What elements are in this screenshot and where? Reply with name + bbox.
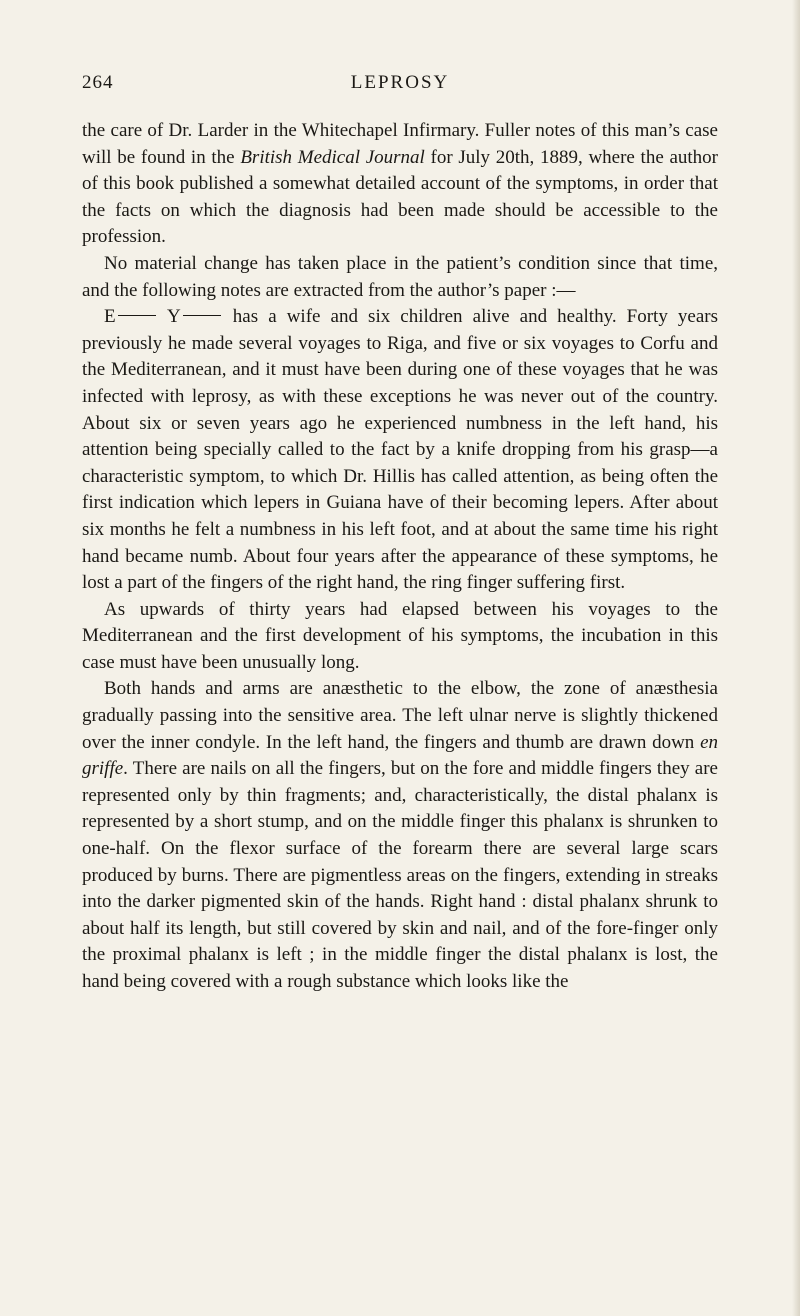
- paragraph-5-text-c: . There are nails on all the fingers, but on the fore and middle fingers they are represented only by thin fragments; and, characteristically, the distal phalanx is represented by a short stump, and on the middle finger this phalanx is shrunken to one-half. On the flexor surface of the forearm there are several large scars produced by burns. There are pigmentless areas on the fingers, extending in streaks into the darker pigmented skin of the hands. Right hand : distal phalanx shrunk to about half its length, but still covered by skin and nail, and of the fore-finger only the proximal phalanx is left ; in the middle finger the distal phalanx is lost, the hand being covered with a rough substance which looks like the: [82, 758, 718, 992]
- name-dash: [118, 315, 156, 316]
- paragraph-5-text-a: Both hands and arms are anæsthetic to the elbow, the zone of anæsthesia gradually passing into the sensitive area. The left ulnar nerve is slightly thickened over the inner condyle. In the left hand, the fingers and thumb are drawn down: [82, 678, 718, 753]
- page-header: [82, 72, 718, 102]
- paragraph-1-text-a: the care of Dr. Larder in the Whitechapel Infirmary. Fuller notes of this man’s case will be found in the: [82, 120, 718, 168]
- body-text: [82, 118, 718, 996]
- page-number: 264: [82, 72, 114, 93]
- patient-initial-y: Y: [166, 306, 181, 328]
- paragraph-3: [82, 304, 718, 597]
- patient-initial-e: E: [104, 306, 116, 328]
- name-dash: [183, 315, 221, 316]
- paragraph-3-text: has a wife and six children alive and healthy. Forty years previously he made several voyages to Riga, and five or six voyages to Corfu and the Mediterranean, and it must have been during one of these voyages that he was infected with leprosy, as with these exceptions he was never out of the country. About six or seven years ago he experienced numbness in the left hand, his attention being specially called to the fact by a knife dropping from his grasp—a characteristic symptom, to which Dr. Hillis has called attention, as being often the first indication which lepers in Guiana have of their becoming lepers. After about six months he felt a numbness in his left foot, and at about the same time his right hand became numb. About four years after the appearance of these symptoms, he lost a part of the fingers of the right hand, the ring finger suffering first.: [82, 306, 718, 594]
- journal-title: British Medical Journal: [240, 146, 425, 168]
- paragraph-1-text-c: for July 20th, 1889, where the author of this book published a somewhat detailed account of the symptoms, in order that the facts on which the diagnosis had been made should be accessible to the profession.: [82, 146, 719, 248]
- paragraph-5: [82, 676, 718, 995]
- paragraph-2: No material change has taken place in the patient’s condition since that time, and the following notes are extracted from the author’s paper :—: [82, 252, 718, 301]
- paragraph-1: [82, 118, 718, 251]
- page-edge-shadow: [792, 0, 800, 1316]
- running-head: LEPROSY: [350, 72, 450, 93]
- paragraph-4: As upwards of thirty years had elapsed between his voyages to the Mediterranean and the first development of his symptoms, the incubation in this case must have been unusually long.: [82, 598, 718, 673]
- italic-phrase: en griffe: [82, 731, 718, 780]
